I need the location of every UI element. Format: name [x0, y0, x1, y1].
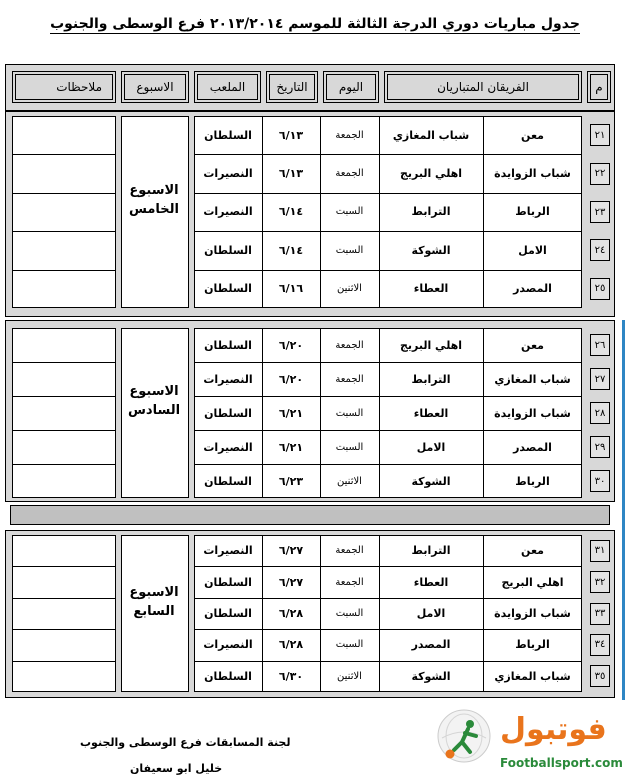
match-date: ٦/٢٨ — [278, 606, 304, 620]
home-team: الرباط — [515, 205, 550, 219]
match-stadium: النصيرات — [203, 638, 253, 652]
notes-row-divider — [13, 193, 115, 194]
week-cell — [121, 535, 189, 692]
home-team: معن — [521, 128, 544, 142]
away-team: اهلي البريج — [399, 167, 463, 181]
home-team: معن — [521, 544, 544, 558]
home-team: شباب الزوايدة — [494, 167, 571, 181]
home-team: اهلي البريج — [501, 575, 564, 589]
match-stadium: السلطان — [204, 474, 252, 488]
away-team: الشوكة — [411, 243, 451, 257]
match-day: الاثنين — [337, 475, 362, 487]
header-date-label: التاريخ — [269, 74, 315, 100]
match-stadium: النصيرات — [203, 372, 253, 386]
away-team: الامل — [416, 606, 446, 620]
notes-row-divider — [13, 661, 115, 662]
home-team: شباب الزوايدة — [494, 406, 571, 420]
away-team: اهلي البريج — [399, 338, 463, 352]
match-date: ٦/٢٣ — [278, 474, 304, 488]
match-date: ٦/٢٠ — [278, 338, 304, 352]
match-date: ٦/٣٠ — [278, 669, 304, 683]
home-team: الرباط — [515, 638, 550, 652]
match-date: ٦/٢٨ — [278, 638, 304, 652]
match-date: ٦/١٤ — [278, 243, 304, 257]
home-team: الامل — [518, 243, 547, 257]
match-number: ٣٠ — [590, 470, 610, 492]
match-day: الجمعة — [335, 576, 364, 588]
match-stadium: السلطان — [204, 669, 252, 683]
notes-row-divider — [13, 430, 115, 431]
notes-row-divider — [13, 566, 115, 567]
match-date: ٦/٢١ — [278, 406, 304, 420]
match-date: ٦/١٤ — [278, 205, 304, 219]
match-stadium: النصيرات — [203, 544, 253, 558]
match-day: السبت — [335, 441, 364, 453]
header-notes — [12, 71, 116, 103]
away-team: شباب المغازي — [392, 128, 470, 142]
week-cell — [121, 116, 189, 308]
match-day: الجمعة — [335, 545, 364, 557]
home-team: معن — [521, 338, 544, 352]
logo-site: Footballsport.com — [500, 756, 623, 770]
week-separator — [10, 505, 610, 525]
football-logo-icon — [432, 708, 498, 766]
away-team: الامل — [416, 440, 446, 454]
week-label: الاسبوع الخامس — [128, 183, 179, 217]
match-number: ٢٩ — [590, 436, 610, 458]
match-date: ٦/٢٧ — [278, 544, 304, 558]
header-week — [121, 71, 189, 103]
match-number: ٢٧ — [590, 368, 610, 390]
header-num — [587, 71, 611, 103]
home-team: شباب المغازي — [494, 372, 571, 386]
away-team: المصدر — [411, 638, 451, 652]
match-stadium: السلطان — [204, 282, 252, 296]
match-number: ٢٦ — [590, 334, 610, 356]
match-number: ٢٨ — [590, 402, 610, 424]
home-team: المصدر — [513, 440, 552, 454]
match-stadium: النصيرات — [203, 440, 253, 454]
home-team: الرباط — [515, 474, 550, 488]
home-team: المصدر — [513, 282, 552, 296]
notes-row-divider — [13, 362, 115, 363]
header-date — [266, 71, 318, 103]
match-day: الاثنين — [337, 283, 362, 295]
match-number: ٢٤ — [590, 239, 610, 261]
header-day — [323, 71, 379, 103]
week-label: الاسبوع السابع — [129, 584, 179, 619]
header-notes-label: ملاحظات — [15, 74, 113, 100]
match-number: ٢٣ — [590, 201, 610, 223]
header-num-label: م — [590, 74, 608, 100]
match-number: ٣٤ — [590, 634, 610, 656]
match-stadium: السلطان — [204, 575, 252, 589]
header-teams — [384, 71, 582, 103]
away-team: الشوكة — [411, 474, 451, 488]
match-day: السبت — [335, 407, 364, 419]
blue-margin-line — [622, 320, 625, 700]
page-title: جدول مباريات دوري الدرجة الثالثة للموسم ٢٠١٣/٢٠١٤ فرع الوسطى والجنوب — [50, 16, 580, 32]
notes-column — [12, 535, 116, 692]
match-stadium: السلطان — [204, 406, 252, 420]
match-date: ٦/٢٠ — [278, 372, 304, 386]
match-day: السبت — [335, 206, 364, 218]
match-date: ٦/١٣ — [278, 128, 304, 142]
week-cell — [121, 328, 189, 498]
header-day-label: اليوم — [326, 74, 376, 100]
match-date: ٦/٢١ — [278, 440, 304, 454]
header-week-label: الاسبوع — [124, 74, 186, 100]
match-stadium: السلطان — [204, 606, 252, 620]
match-date: ٦/١٦ — [278, 282, 304, 296]
match-date: ٦/١٣ — [278, 167, 304, 181]
match-day: السبت — [335, 244, 364, 256]
match-number: ٢١ — [590, 124, 610, 146]
match-number: ٣٥ — [590, 665, 610, 687]
match-day: الجمعة — [335, 339, 364, 351]
match-day: السبت — [335, 639, 364, 651]
logo-text: فوتبول — [500, 712, 607, 747]
match-day: السبت — [335, 607, 364, 619]
signatory-name: خليل ابو سعيفان — [130, 762, 223, 775]
match-stadium: السلطان — [204, 128, 252, 142]
match-stadium: النصيرات — [203, 205, 253, 219]
home-team: شباب الزوايدة — [494, 606, 571, 620]
notes-column — [12, 328, 116, 498]
match-number: ٣٢ — [590, 571, 610, 593]
away-team: الشوكة — [411, 669, 451, 683]
match-number: ٣١ — [590, 540, 610, 562]
header-stadium — [194, 71, 261, 103]
notes-row-divider — [13, 598, 115, 599]
notes-row-divider — [13, 270, 115, 271]
match-stadium: السلطان — [204, 338, 252, 352]
match-day: الجمعة — [335, 129, 364, 141]
match-number: ٢٢ — [590, 163, 610, 185]
match-day: الاثنين — [337, 670, 362, 682]
committee-label: لجنة المسابقات فرع الوسطى والجنوب — [80, 736, 291, 749]
notes-row-divider — [13, 396, 115, 397]
away-team: العطاء — [413, 282, 449, 296]
match-day: الجمعة — [335, 168, 364, 180]
notes-row-divider — [13, 231, 115, 232]
notes-column — [12, 116, 116, 308]
away-team: الترابط — [411, 544, 451, 558]
match-day: الجمعة — [335, 373, 364, 385]
header-stadium-label: الملعب — [197, 74, 258, 100]
week-label: الاسبوع السادس — [127, 384, 181, 418]
match-number: ٣٣ — [590, 603, 610, 625]
notes-row-divider — [13, 464, 115, 465]
away-team: الترابط — [411, 205, 451, 219]
home-team: شباب المغازي — [494, 669, 571, 683]
notes-row-divider — [13, 154, 115, 155]
away-team: العطاء — [413, 406, 449, 420]
match-stadium: النصيرات — [203, 167, 253, 181]
match-stadium: السلطان — [204, 243, 252, 257]
away-team: العطاء — [413, 575, 449, 589]
notes-row-divider — [13, 629, 115, 630]
match-number: ٢٥ — [590, 278, 610, 300]
away-team: الترابط — [411, 372, 451, 386]
header-teams-label: الفريقان المتباريان — [387, 74, 579, 100]
match-date: ٦/٢٧ — [278, 575, 304, 589]
